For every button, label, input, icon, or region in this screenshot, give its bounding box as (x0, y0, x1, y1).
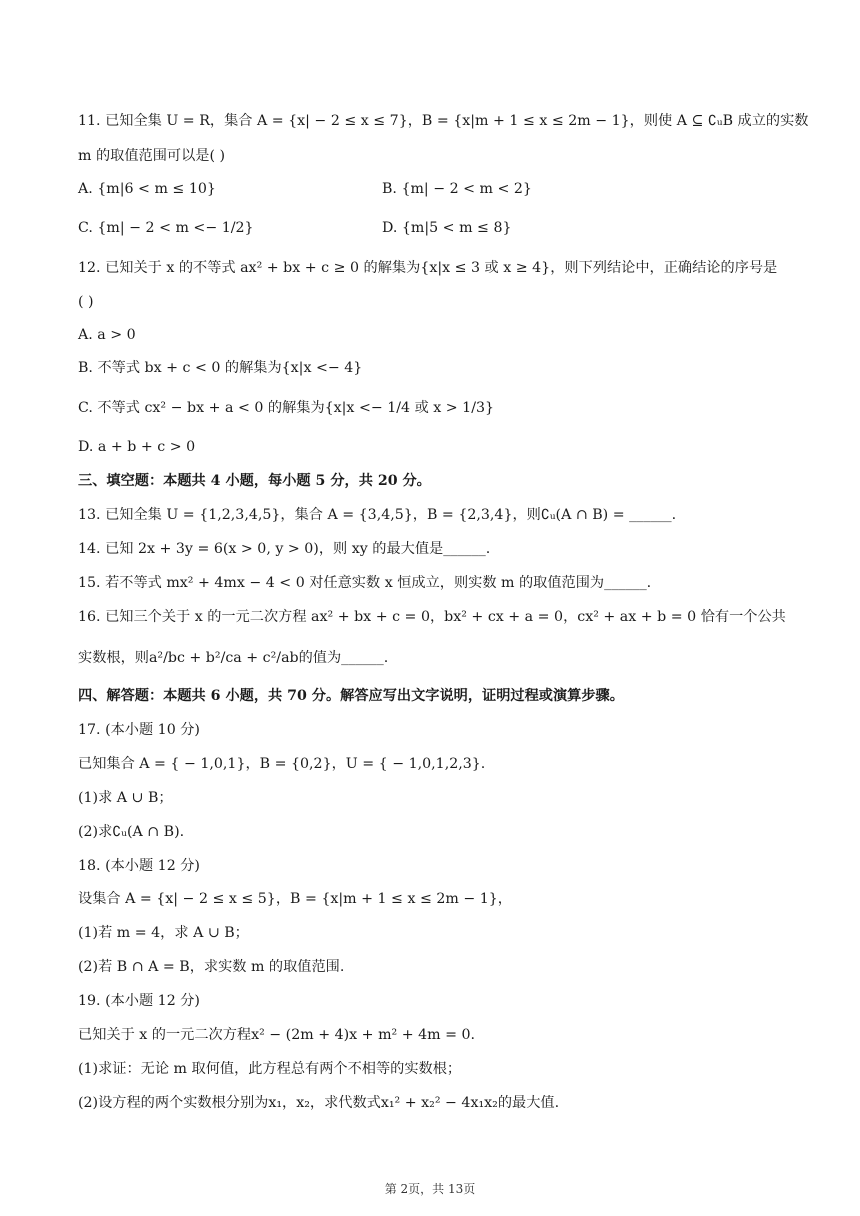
q18-part1: (1)若 m = 4，求 A ∪ B； (78, 925, 249, 941)
q11-option-d: D. {m|5 < m ≤ 8} (382, 220, 512, 236)
q17-header: 17. (本小题 10 分) (78, 722, 200, 738)
section3-heading: 三、填空题：本题共 4 小题，每小题 5 分，共 20 分。 (78, 473, 431, 489)
q12-option-c: C. 不等式 cx² − bx + a < 0 的解集为{x|x <− 1/4 或 x > 1/3} (78, 400, 495, 416)
q16-line1: 16. 已知三个关于 x 的一元二次方程 ax² + bx + c = 0，bx² + cx + a = 0，cx² + ax + b = 0 恰有一个公共 (78, 609, 786, 625)
q19-given: 已知关于 x 的一元二次方程x² − (2m + 4)x + m² + 4m = 0. (78, 1027, 476, 1043)
q11-option-c: C. {m| − 2 < m <− 1/2} (78, 220, 254, 236)
q11-stem-line2: m 的取值范围可以是( ) (78, 148, 226, 164)
q19-part1: (1)求证：无论 m 取何值，此方程总有两个不相等的实数根； (78, 1061, 462, 1077)
q15-text: 15. 若不等式 mx² + 4mx − 4 < 0 对任意实数 x 恒成立，则实数 m 的取值范围为______. (78, 575, 652, 591)
q17-part2: (2)求∁ᵤ(A ∩ B). (78, 824, 185, 840)
q19-header: 19. (本小题 12 分) (78, 993, 200, 1009)
page-footer: 第 2页，共 13页 (384, 1182, 476, 1196)
q18-header: 18. (本小题 12 分) (78, 858, 200, 874)
section4-heading: 四、解答题：本题共 6 小题，共 70 分。解答应写出文字说明，证明过程或演算步骤。 (78, 688, 624, 704)
q13-text: 13. 已知全集 U = {1,2,3,4,5}，集合 A = {3,4,5}，B = {2,3,4}，则∁ᵤ(A ∩ B) = ______. (78, 507, 677, 523)
q12-stem-line1: 12. 已知关于 x 的不等式 ax² + bx + c ≥ 0 的解集为{x|x ≤ 3 或 x ≥ 4}，则下列结论中，正确结论的序号是 (78, 260, 778, 276)
q18-part2: (2)若 B ∩ A = B，求实数 m 的取值范围. (78, 959, 345, 975)
q12-stem-line2: ( ) (78, 294, 94, 310)
q12-option-b: B. 不等式 bx + c < 0 的解集为{x|x <− 4} (78, 360, 363, 376)
q12-option-a: A. a > 0 (78, 327, 136, 343)
q16-line2: 实数根，则a²/bc + b²/ca + c²/ab的值为______. (78, 650, 389, 666)
q11-stem-line1: 11. 已知全集 U = R，集合 A = {x| − 2 ≤ x ≤ 7}，B = {x|m + 1 ≤ x ≤ 2m − 1}，则使 A ⊆ ∁ᵤB 成立的实数 (78, 113, 809, 129)
q14-text: 14. 已知 2x + 3y = 6(x > 0, y > 0)，则 xy 的最大值是______. (78, 541, 491, 557)
q18-given: 设集合 A = {x| − 2 ≤ x ≤ 5}，B = {x|m + 1 ≤ x ≤ 2m − 1}， (78, 891, 512, 907)
q11-option-b: B. {m| − 2 < m < 2} (382, 181, 532, 197)
q11-option-a: A. {m|6 < m ≤ 10} (78, 181, 216, 197)
q17-part1: (1)求 A ∪ B； (78, 790, 173, 806)
q12-option-d: D. a + b + c > 0 (78, 439, 196, 455)
q19-part2: (2)设方程的两个实数根分别为x₁，x₂，求代数式x₁² + x₂² − 4x₁x₂的最大值. (78, 1095, 560, 1111)
q17-given: 已知集合 A = { − 1,0,1}，B = {0,2}，U = { − 1,0,1,2,3}. (78, 756, 486, 772)
